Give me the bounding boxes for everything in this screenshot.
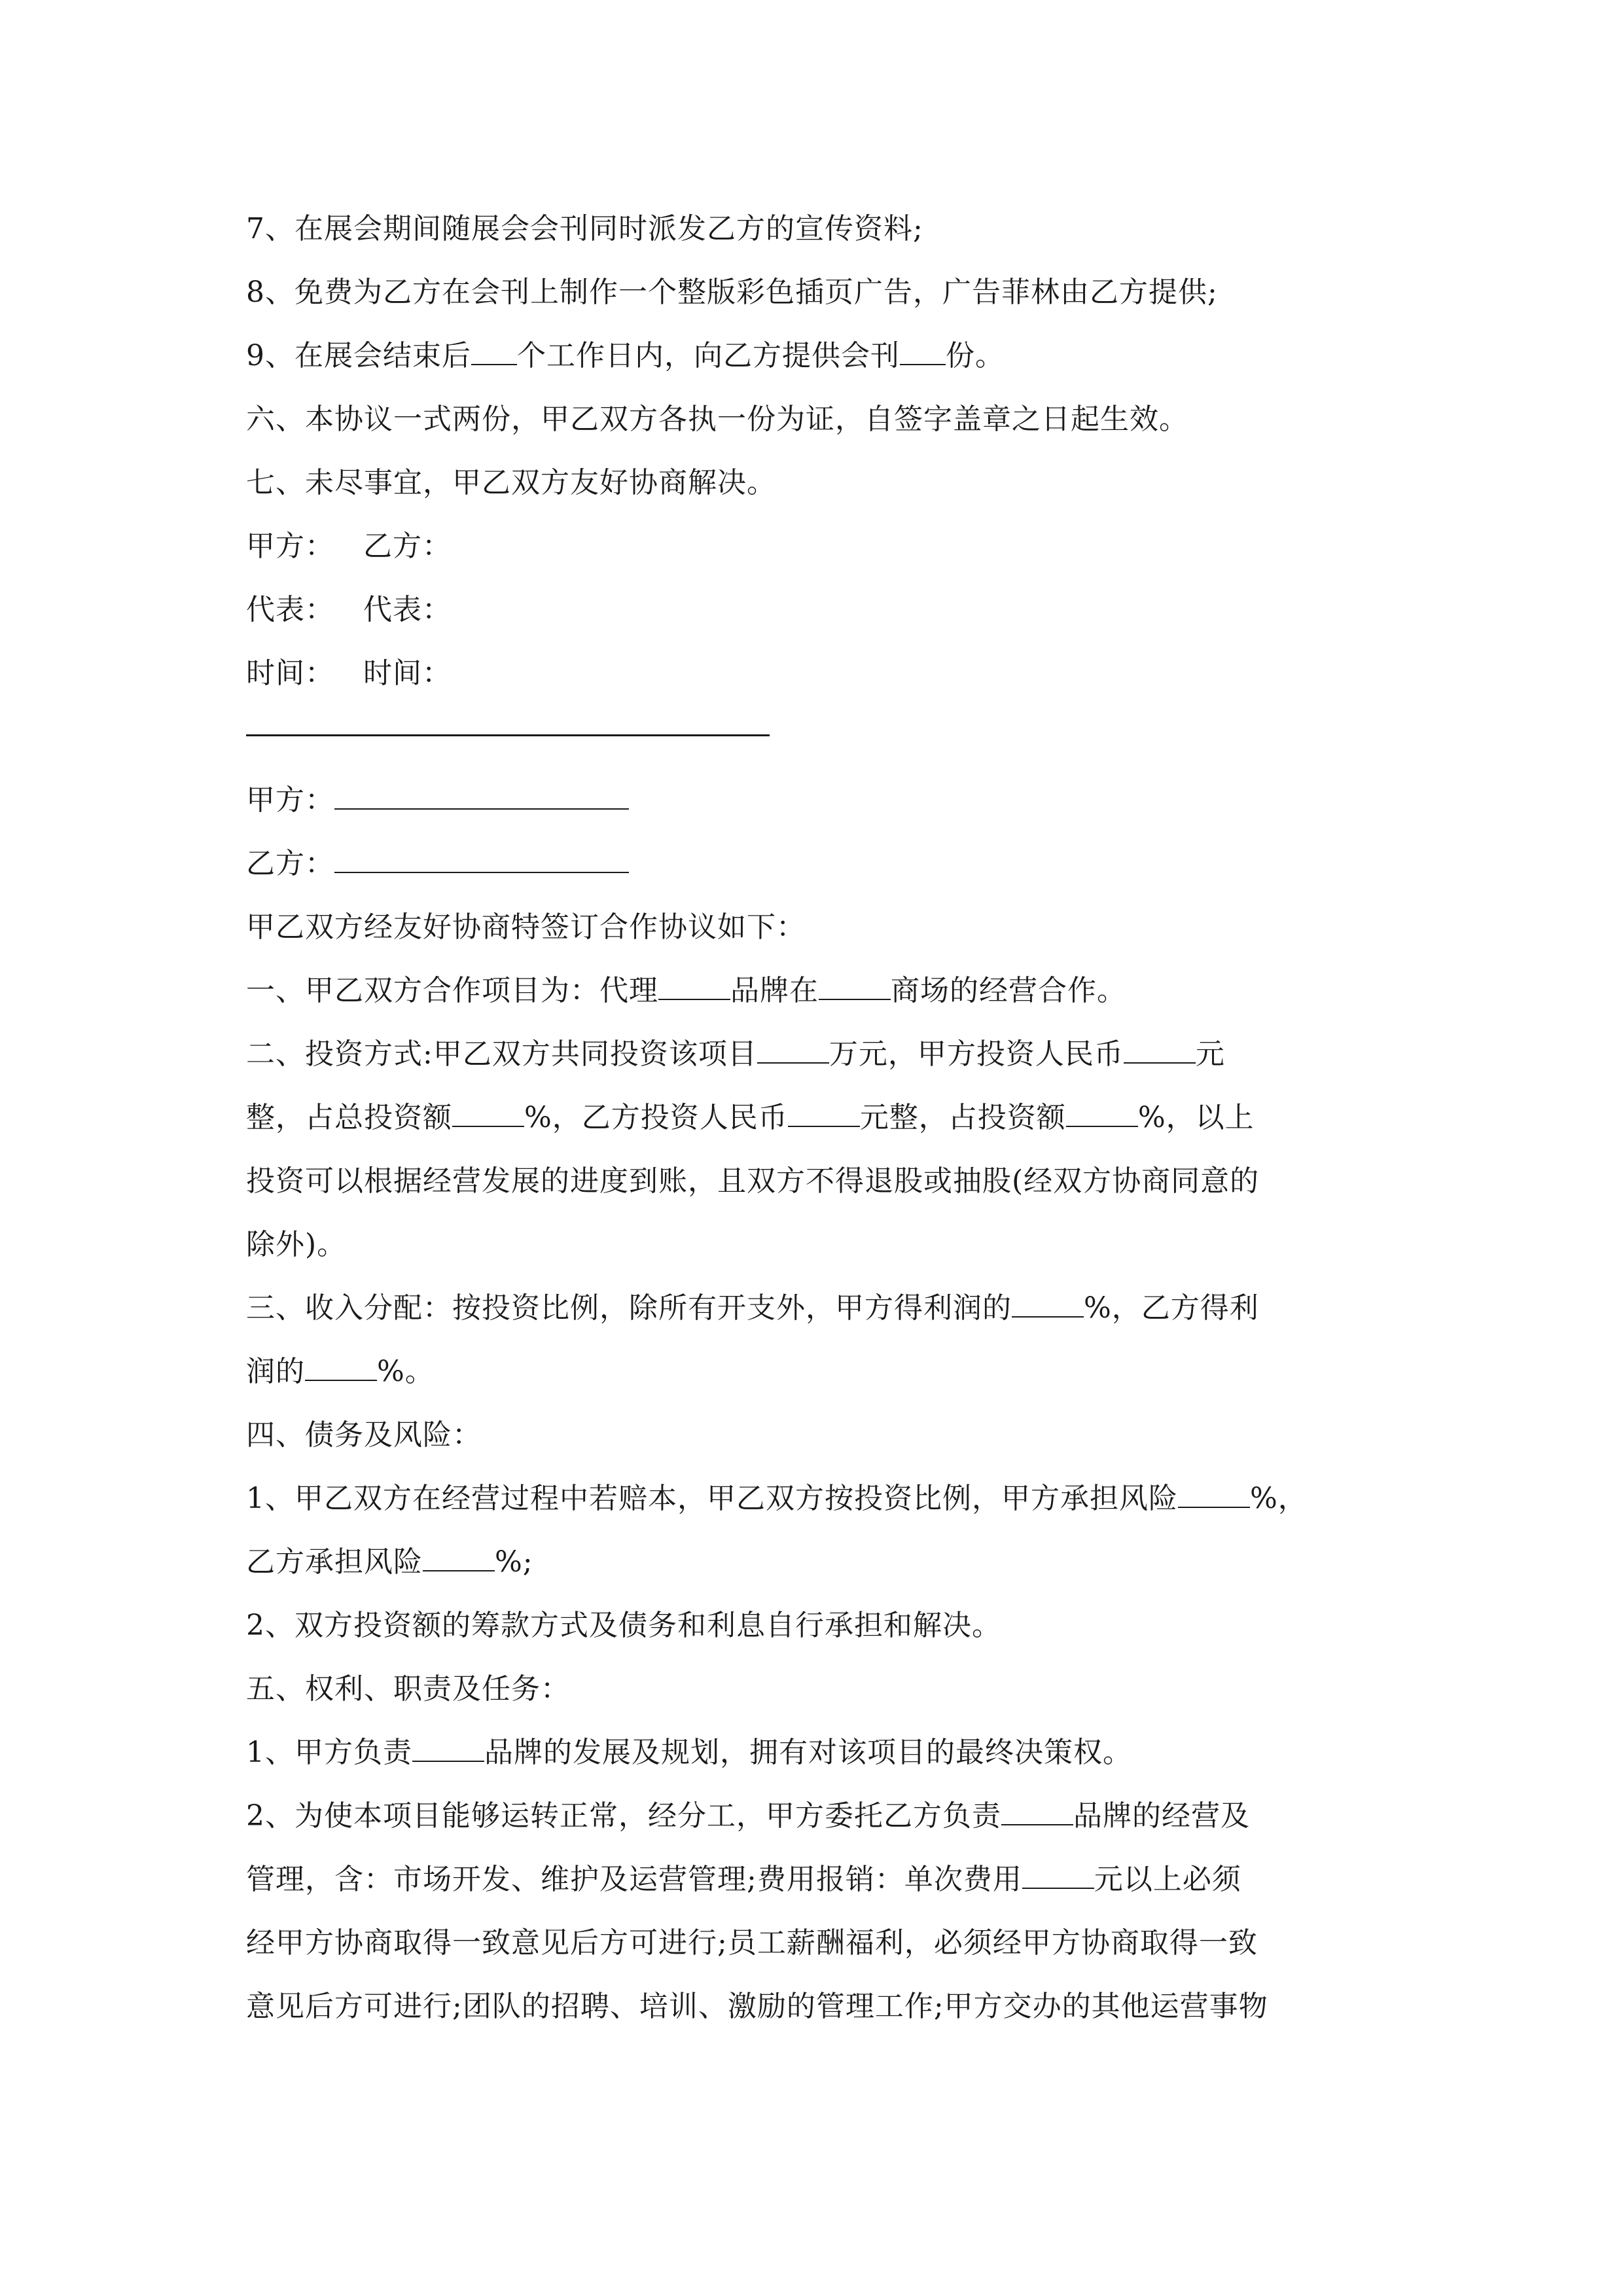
article-4-item-2: 2、双方投资额的筹款方式及债务和利息自行承担和解决。 <box>246 1609 1001 1642</box>
article-5-item-1: 1、甲方负责 品牌的发展及规划，拥有对该项目的最终决策权。 <box>246 1736 1132 1769</box>
article-3-line-2: 润的 %。 <box>246 1355 435 1388</box>
article-1: 一、甲乙双方合作项目为：代理 品牌在 商场的经营合作。 <box>246 974 1126 1007</box>
section-6: 六、本协议一式两份，甲乙双方各执一份为证，自签字盖章之日起生效。 <box>246 403 1188 436</box>
blank-field <box>900 338 946 365</box>
signature-rep-row: 代表： 代表： <box>246 593 452 626</box>
separator-rule <box>246 734 770 736</box>
article-3-line-1: 三、收入分配：按投资比例，除所有开支外，甲方得利润的 %，乙方得利 <box>246 1291 1259 1325</box>
blank-field <box>471 338 517 365</box>
agreement-intro: 甲乙双方经友好协商特签订合作协议如下： <box>246 910 806 944</box>
signature-date-row: 时间： 时间： <box>246 656 452 690</box>
article-5-heading: 五、权利、职责及任务： <box>246 1672 570 1706</box>
clause-9: 9、在展会结束后 个工作日内，向乙方提供会刊 份。 <box>246 339 1005 372</box>
article-5-item-2-line-4: 意见后方可进行;团队的招聘、培训、激励的管理工作;甲方交办的其他运营事物 <box>246 1990 1268 2023</box>
blank-field <box>1001 1798 1073 1825</box>
blank-field <box>334 846 629 873</box>
clause-7: 7、在展会期间随展会会刊同时派发乙方的宣传资料; <box>246 212 923 245</box>
blank-field <box>1066 1100 1138 1127</box>
blank-field <box>1178 1480 1250 1508</box>
blank-field <box>1022 1861 1094 1889</box>
section-7: 七、未尽事宜，甲乙双方友好协商解决。 <box>246 466 776 499</box>
article-5-item-2-line-2: 管理，含：市场开发、维护及运营管理;费用报销：单次费用 元以上必须 <box>246 1863 1241 1896</box>
blank-field <box>423 1544 495 1571</box>
article-4-item-1-line-2: 乙方承担风险 %; <box>246 1545 533 1579</box>
party-a-line: 甲方： <box>246 781 629 820</box>
article-4-heading: 四、债务及风险： <box>246 1418 482 1452</box>
article-2-line-4: 除外)。 <box>246 1228 347 1261</box>
blank-field <box>1012 1290 1084 1318</box>
blank-field <box>819 973 891 1000</box>
blank-field <box>305 1354 377 1381</box>
article-5-item-2-line-1: 2、为使本项目能够运转正常，经分工，甲方委托乙方负责 品牌的经营及 <box>246 1799 1250 1833</box>
clause-8: 8、免费为乙方在会刊上制作一个整版彩色插页广告，广告菲林由乙方提供; <box>246 276 1218 309</box>
blank-field <box>412 1734 484 1762</box>
blank-field <box>452 1100 524 1127</box>
blank-field <box>788 1100 860 1127</box>
blank-field <box>658 973 730 1000</box>
article-2-line-2: 整，占总投资额 %，乙方投资人民币 元整，占投资额 %，以上 <box>246 1101 1255 1134</box>
article-4-item-1-line-1: 1、甲乙双方在经营过程中若赔本，甲乙双方按投资比例，甲方承担风险 %， <box>246 1482 1308 1515</box>
party-b-line: 乙方： <box>246 844 629 884</box>
signature-party-row: 甲方： 乙方： <box>246 529 452 563</box>
blank-field <box>334 782 629 810</box>
blank-field <box>757 1036 829 1064</box>
article-2-line-1: 二、投资方式:甲乙双方共同投资该项目 万元，甲方投资人民币 元 <box>246 1037 1225 1071</box>
blank-field <box>1124 1036 1196 1064</box>
article-2-line-3: 投资可以根据经营发展的进度到账，且双方不得退股或抽股(经双方协商同意的 <box>246 1164 1260 1198</box>
article-5-item-2-line-3: 经甲方协商取得一致意见后方可进行;员工薪酬福利，必须经甲方协商取得一致 <box>246 1926 1258 1960</box>
